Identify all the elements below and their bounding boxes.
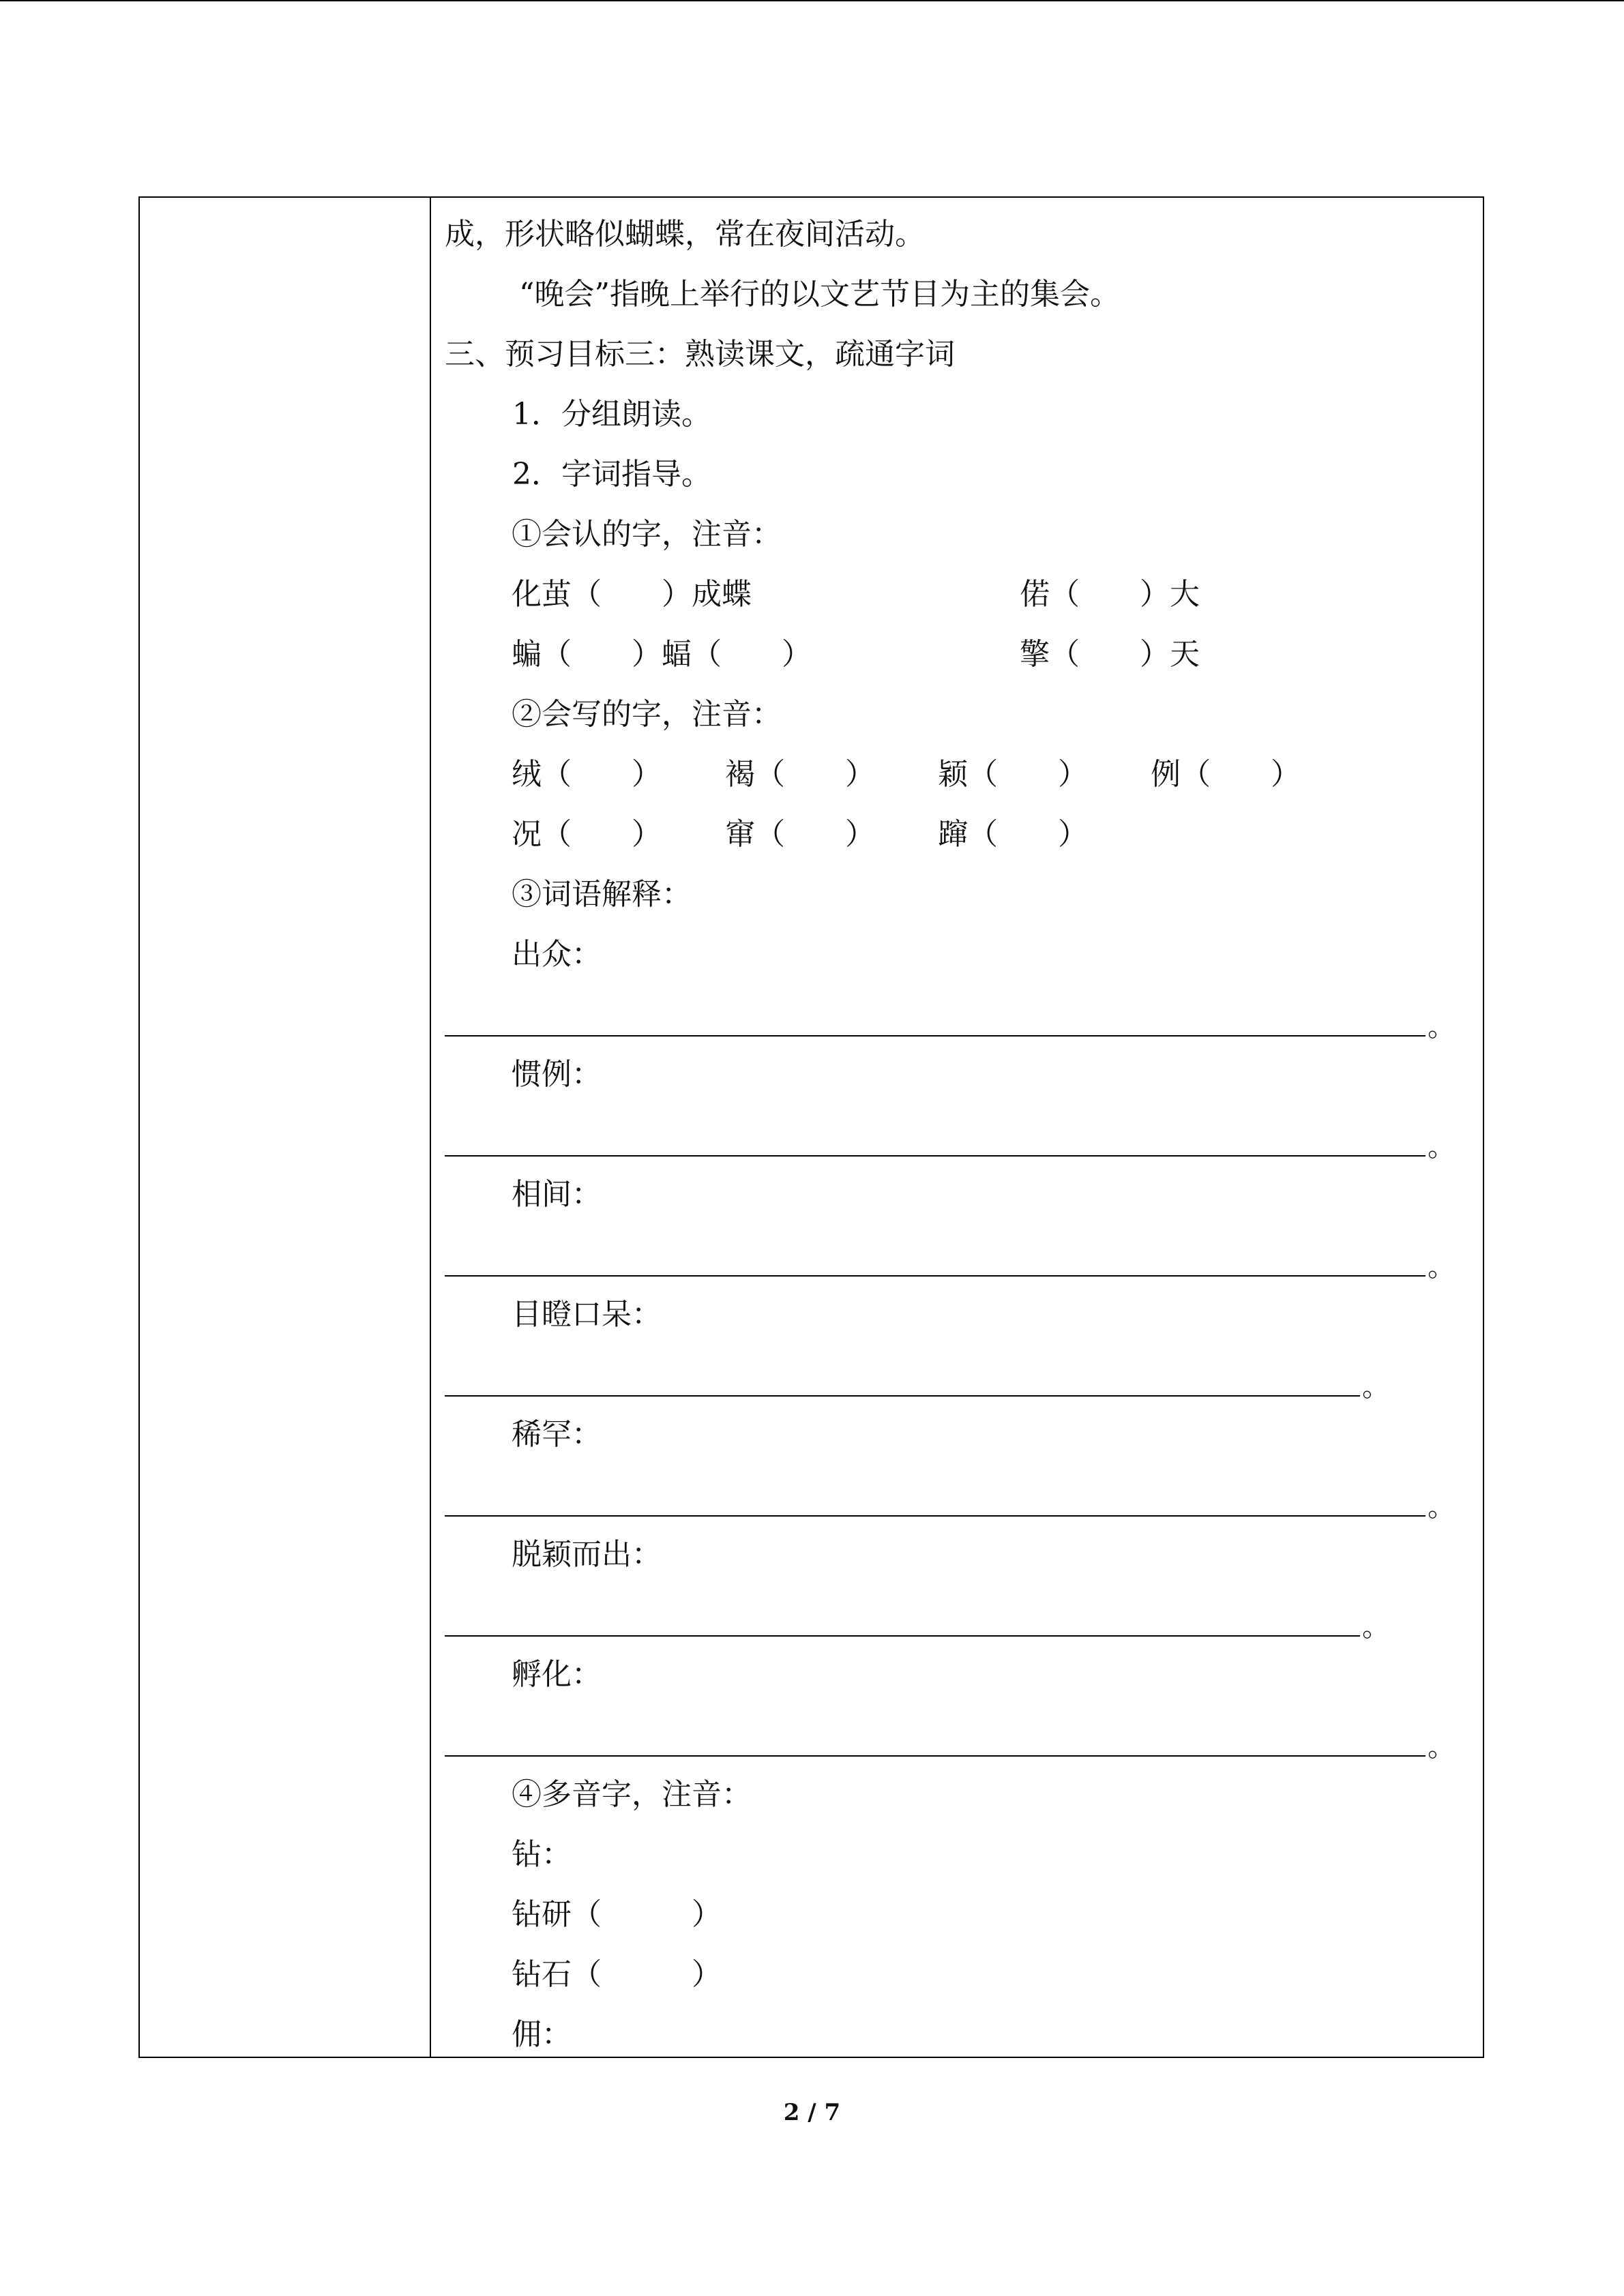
recognize-row2-right: 擎（ ）天: [1020, 637, 1200, 672]
answer-line[interactable]: [445, 1755, 1426, 1757]
answer-period: 。: [1362, 1371, 1389, 1403]
recognize-row1-right: 偌（ ）大: [1020, 577, 1200, 612]
answer-line[interactable]: [445, 1395, 1360, 1397]
vocab-term: 相间：: [512, 1177, 602, 1212]
write-row1-item: 例（ ）: [1151, 757, 1301, 792]
answer-line[interactable]: [445, 1035, 1426, 1037]
polyphone-head: 佣：: [512, 2017, 572, 2052]
part4-title: ④多音字，注音：: [512, 1777, 752, 1812]
text-line-wanhui: “晚会”指晚上举行的以文艺节目为主的集会。: [519, 277, 1120, 312]
step-1: 1．分组朗读。: [512, 397, 711, 432]
answer-period: 。: [1428, 1251, 1455, 1283]
step-2: 2．字词指导。: [512, 457, 711, 492]
answer-period: 。: [1428, 1491, 1455, 1523]
write-row2-item: 蹿（ ）: [938, 817, 1088, 852]
recognize-row2-left: 蝙（ ）蝠（ ）: [512, 637, 812, 672]
recognize-row1-left: 化茧（ ）成蝶: [512, 577, 752, 612]
write-row1-item: 绒（ ）: [512, 757, 662, 792]
write-row1-item: 褐（ ）: [725, 757, 875, 792]
write-row2-item: 窜（ ）: [725, 817, 875, 852]
answer-line[interactable]: [445, 1155, 1426, 1157]
polyphone-item: 钻石（ ）: [512, 1957, 722, 1992]
polyphone-item: 钻研（ ）: [512, 1897, 722, 1932]
answer-period: 。: [1428, 1731, 1455, 1763]
text-line-continuation: 成，形状略似蝴蝶，常在夜间活动。: [445, 217, 925, 252]
write-row1-item: 颖（ ）: [938, 757, 1088, 792]
answer-period: 。: [1428, 1011, 1455, 1043]
vocab-term: 出众：: [512, 937, 602, 972]
answer-period: 。: [1362, 1611, 1389, 1643]
vocab-term: 目瞪口呆：: [512, 1297, 662, 1332]
vocab-term: 稀罕：: [512, 1417, 602, 1452]
worksheet-table: [138, 196, 1484, 2058]
answer-line[interactable]: [445, 1635, 1360, 1637]
write-row2-item: 况（ ）: [512, 817, 662, 852]
polyphone-head: 钻：: [512, 1837, 572, 1872]
worksheet-content: [140, 198, 1483, 2057]
vocab-term: 孵化：: [512, 1657, 602, 1692]
part3-title: ③词语解释：: [512, 877, 692, 912]
page-top-rule: [0, 0, 1624, 1]
part1-title: ①会认的字，注音：: [512, 517, 782, 552]
answer-line[interactable]: [445, 1515, 1426, 1517]
vocab-term: 惯例：: [512, 1057, 602, 1092]
page-number: 2 / 7: [783, 2099, 841, 2126]
section-title: 三、预习目标三：熟读课文，疏通字词: [445, 337, 955, 372]
vocab-term: 脱颖而出：: [512, 1537, 662, 1572]
part2-title: ②会写的字，注音：: [512, 697, 782, 732]
answer-line[interactable]: [445, 1275, 1426, 1277]
answer-period: 。: [1428, 1131, 1455, 1163]
